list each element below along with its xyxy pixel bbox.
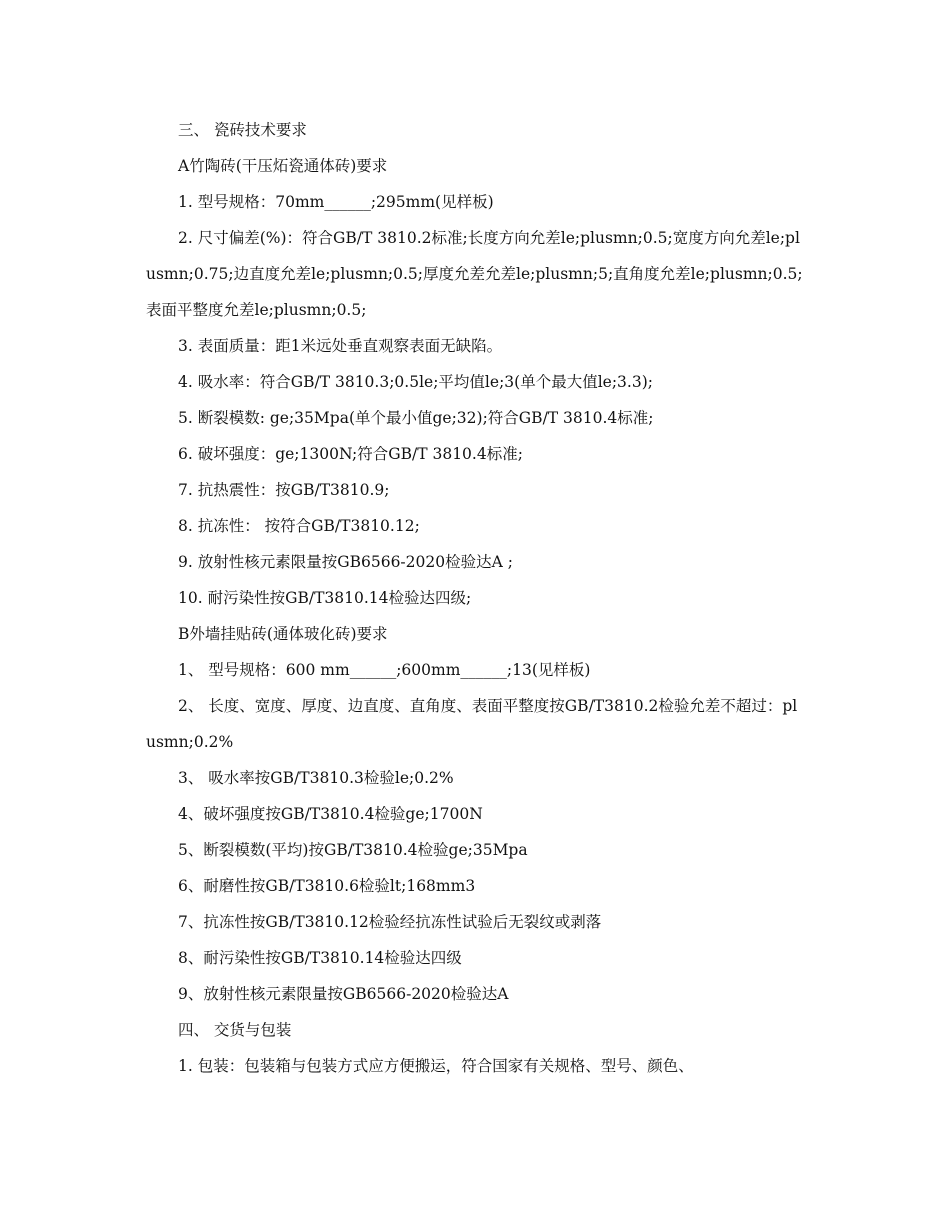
list-item: 7、抗冻性按GB/T3810.12检验经抗冻性试验后无裂纹或剥落 xyxy=(178,913,602,931)
list-item: 8. 抗冻性： 按符合GB/T3810.12; xyxy=(178,517,420,535)
list-item: 8、耐污染性按GB/T3810.14检验达四级 xyxy=(178,949,462,967)
section-heading-tile-requirements: 三、 瓷砖技术要求 xyxy=(178,121,307,139)
list-item: 3、 吸水率按GB/T3810.3检验le;0.2% xyxy=(178,769,454,787)
list-item: 5、断裂模数(平均)按GB/T3810.4检验ge;35Mpa xyxy=(178,841,528,859)
list-item: 9. 放射性核元素限量按GB6566-2020检验达A ; xyxy=(178,553,513,571)
list-item: 2、 长度、宽度、厚度、边直度、直角度、表面平整度按GB/T3810.2检验允差不超过：plusmn;0.2% xyxy=(146,697,798,751)
list-item: 4. 吸水率：符合GB/T 3810.3;0.5le;平均值le;3(单个最大值le;3.3); xyxy=(178,373,653,391)
list-item: 1、 型号规格：600 mm______;600mm______;13(见样板) xyxy=(178,661,591,679)
list-item: 9、放射性核元素限量按GB6566-2020检验达A xyxy=(178,985,509,1003)
list-item: 10. 耐污染性按GB/T3810.14检验达四级; xyxy=(178,589,472,607)
list-item: 1. 型号规格：70mm______;295mm(见样板) xyxy=(178,193,494,211)
section-heading-delivery-packaging: 四、 交货与包装 xyxy=(178,1021,292,1039)
list-item: 4、破坏强度按GB/T3810.4检验ge;1700N xyxy=(178,805,483,823)
list-item: 5. 断裂模数: ge;35Mpa(单个最小值ge;32);符合GB/T 3810.4标准; xyxy=(178,409,654,427)
list-item: 2. 尺寸偏差(%)：符合GB/T 3810.2标准;长度方向允差le;plusmn;0.5;宽度方向允差le;plusmn;0.75;边直度允差le;plusmn;0.5;厚度允差允差le;plusmn;5;直角度允差le;plusmn;0.5;表面平整度允差le;plusmn;0.5; xyxy=(146,229,803,319)
list-item: 6. 破坏强度：ge;1300N;符合GB/T 3810.4标准; xyxy=(178,445,523,463)
list-item: 6、耐磨性按GB/T3810.6检验lt;168mm3 xyxy=(178,877,476,895)
list-item: 7. 抗热震性：按GB/T3810.9; xyxy=(178,481,390,499)
subsection-heading-b: B外墙挂贴砖(通体玻化砖)要求 xyxy=(178,625,388,643)
subsection-heading-a: A竹陶砖(干压炻瓷通体砖)要求 xyxy=(178,157,388,175)
list-item: 3. 表面质量：距1米远处垂直观察表面无缺陷。 xyxy=(178,337,503,355)
list-item: 1. 包装：包装箱与包装方式应方便搬运，符合国家有关规格、型号、颜色、 xyxy=(178,1057,694,1075)
document-body xyxy=(146,112,806,1084)
